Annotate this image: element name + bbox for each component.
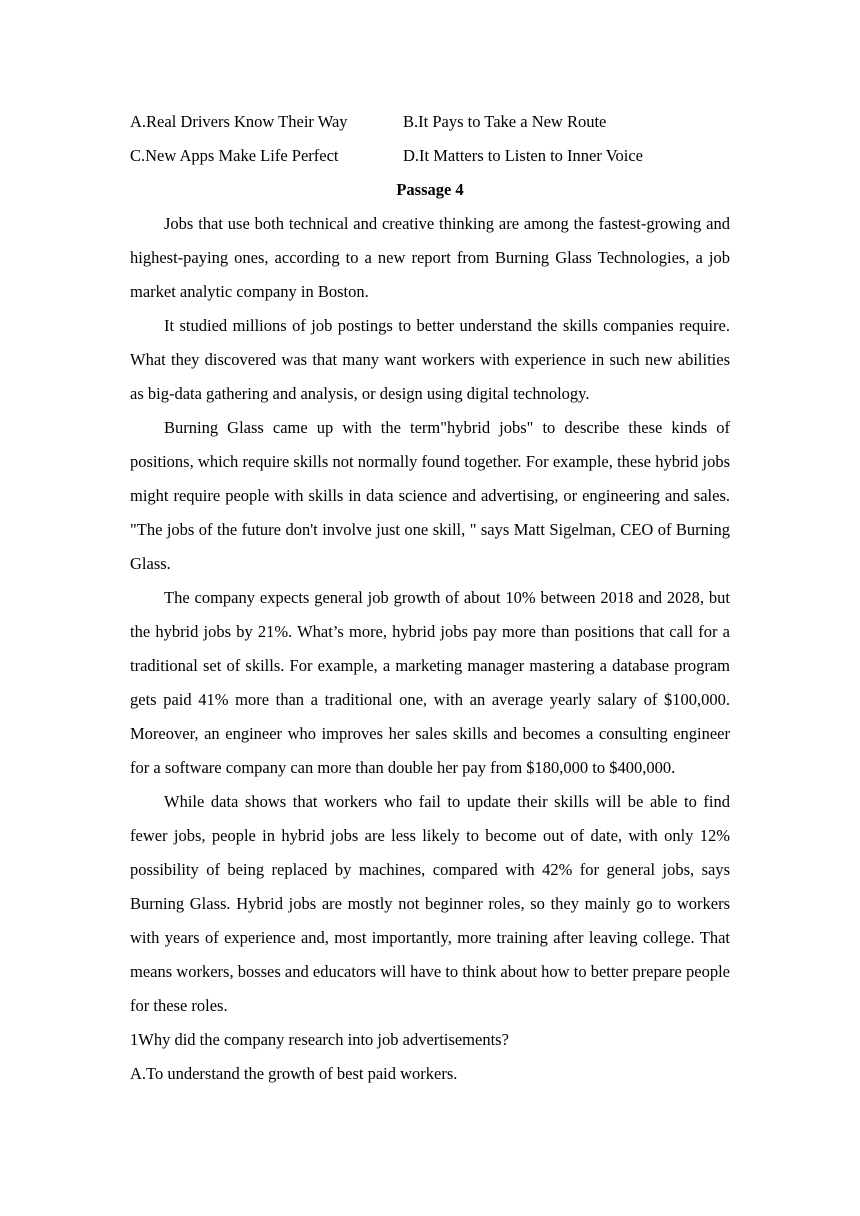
paragraph-5: While data shows that workers who fail to update their skills will be able to find fewer jobs, people in hybrid jobs are less likely to become out of date, with only 12% possibility of being replaced by machines, compared with 42% for general jobs, says Burning Glass. Hybrid jobs are mostly not beginner roles, so they mainly go to workers with years of experience and, most importantly, more training after leaving college. That means workers, bosses and educators will have to think about how to better prepare people for these roles.	[130, 792, 730, 1015]
paragraph-1: Jobs that use both technical and creative thinking are among the fastest-growing and highest-paying ones, according to a new report from Burning Glass Technologies, a job market analytic company in Boston.	[130, 214, 730, 301]
paragraph-4: The company expects general job growth of about 10% between 2018 and 2028, but the hybrid jobs by 21%. What’s more, hybrid jobs pay more than positions that call for a traditional set of skills. For example, a marketing manager mastering a database program gets paid 41% more than a traditional one, with an average yearly salary of $100,000. Moreover, an engineer who improves her sales skills and becomes a consulting engineer for a software company can more than double her pay from $180,000 to $400,000.	[130, 588, 730, 777]
option-c[interactable]: C.New Apps Make Life Perfect	[130, 146, 339, 165]
paragraph-2: It studied millions of job postings to better understand the skills companies require. What they discovered was that many want workers with experience in such new abilities as big-data gathering and analysis, or design using digital technology.	[130, 316, 730, 403]
question-1-option-a[interactable]: A.To understand the growth of best paid workers.	[130, 1064, 458, 1083]
option-b[interactable]: B.It Pays to Take a New Route	[403, 112, 607, 131]
question-1-stem: 1Why did the company research into job advertisements?	[130, 1030, 509, 1049]
option-d[interactable]: D.It Matters to Listen to Inner Voice	[403, 146, 643, 165]
option-a[interactable]: A.Real Drivers Know Their Way	[130, 112, 348, 131]
paragraph-3: Burning Glass came up with the term"hybrid jobs" to describe these kinds of positions, which require skills not normally found together. For example, these hybrid jobs might require people with skills in data science and advertising, or engineering and sales. "The jobs of the future don't involve just one skill, " says Matt Sigelman, CEO of Burning Glass.	[130, 418, 730, 573]
previous-options-row-1	[130, 105, 730, 139]
passage-title: Passage 4	[396, 180, 464, 199]
previous-options-row-2	[130, 139, 730, 173]
document-page	[130, 105, 730, 1091]
